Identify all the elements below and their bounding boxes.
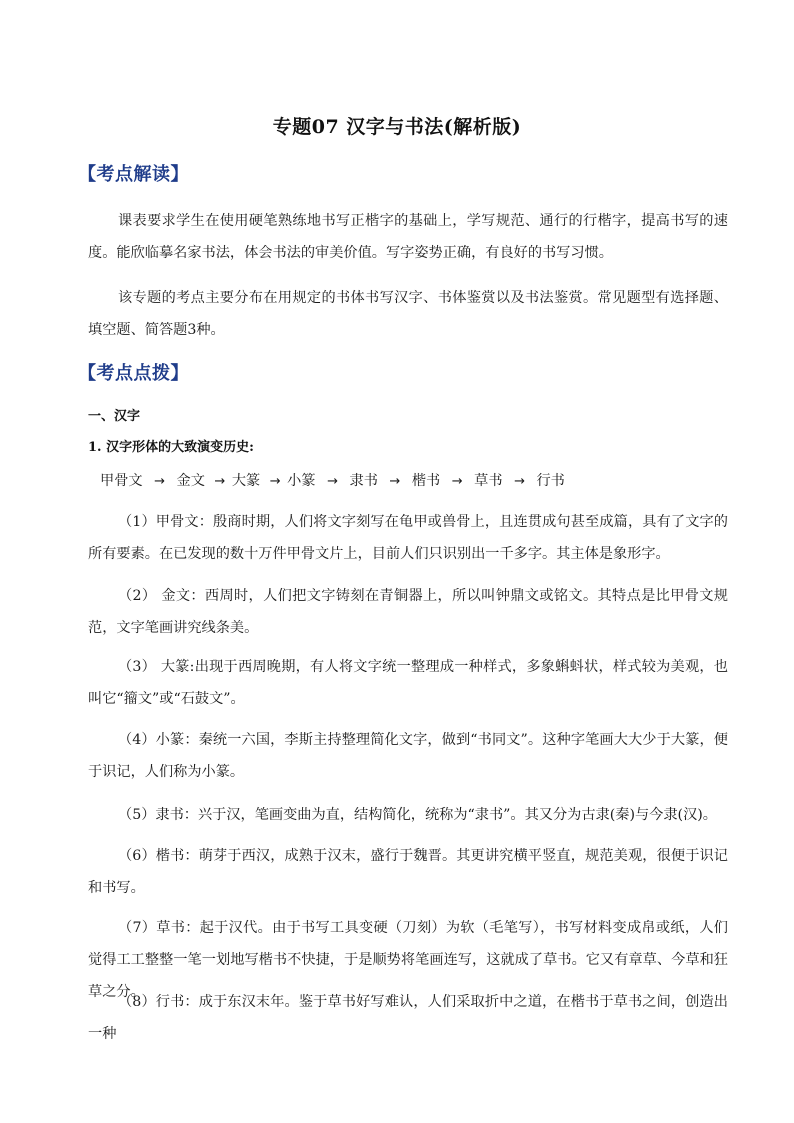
paragraph-requirements: 课表要求学生在使用硬笔熟练地书写正楷字的基础上，学写规范、通行的行楷字，提高书写的速度。能欣临摹名家书法，体会书法的审美价值。写字姿势正确，有良好的书写习惯。 [88,213,728,261]
arrow-right-icon: → [269,474,281,489]
arrow-right-icon: → [451,474,463,489]
section-heading-key-points: 【考点解读】 [78,164,189,185]
arrow-right-icon: → [514,474,525,489]
list-item-xingshu: （8）行书：成于东汉末年。鉴于草书好写难认，人们采取折中之道，在楷书于草书之间，创造出一种 [88,994,728,1042]
list-item-kaishu: （6）楷书：萌芽于西汉，成熟于汉末，盛行于魏晋。其更讲究横平竖直，规范美观，很便于识记和书写。 [88,848,728,896]
chain-item: 小篆 [287,473,316,489]
list-item-dazhuan: （3） 大篆:出现于西周晚期，有人将文字统一整理成一种样式，多象蝌蚪状，样式较为美观，也叫它“籀文”或“石鼓文”。 [88,659,728,707]
chain-item: 大篆 [231,473,261,489]
list-item-jiaguwen: （1）甲骨文：殷商时期，人们将文字刻写在龟甲或兽骨上，且连贯成句甚至成篇，具有了文字的所有要素。在已发现的数十万件甲骨文片上，目前人们只识别出一千多字。其主体是象形字。 [88,514,728,562]
chain-item: 甲骨文 [100,473,143,489]
subheading-evolution: 1. 汉字形体的大致演变历史: [88,440,254,455]
list-item-caoshu: （7）草书：起于汉代。由于书写工具变硬（刀刻）为软（毛笔写），书写材料变成帛或纸，人们觉得工工整整一笔一划地写楷书不快捷，于是顺势将笔画连写，这就成了草书。它又有章草、今草和狂草之分。 [88,920,728,1000]
subheading-hanzi: 一、汉字 [88,409,141,424]
arrow-right-icon: → [327,474,338,489]
chain-item: 楷书 [411,473,441,489]
document-title: 专题07 汉字与书法(解析版) [272,116,522,138]
list-item-xiaozhuan: （4）小篆：秦统一六国，李斯主持整理简化文字，做到“书同文”。这种字笔画大大少于大篆，便于识记，人们称为小篆。 [88,732,728,780]
arrow-right-icon: → [389,474,401,489]
arrow-right-icon: → [154,474,165,489]
section-heading-guidance: 【考点点拨】 [78,363,189,384]
chain-item: 行书 [536,473,565,489]
chain-item: 隶书 [349,473,378,489]
evolution-chain [100,470,565,490]
chain-item: 草书 [474,473,503,489]
list-item-lishu: （5）隶书：兴于汉，笔画变曲为直，结构简化，统称为“隶书”。其又分为古隶(秦)与今隶(汉)。 [118,807,717,823]
list-item-jinwen: （2） 金文：西周时，人们把文字铸刻在青铜器上，所以叫钟鼎文或铭文。其特点是比甲骨文规范，文字笔画讲究线条美。 [88,588,728,636]
paragraph-exam-focus: 该专题的考点主要分布在用规定的书体书写汉字、书体鉴赏以及书法鉴赏。常见题型有选择题、填空题、简答题3种。 [88,290,728,338]
arrow-right-icon: → [214,474,226,489]
chain-item: 金文 [176,473,205,489]
